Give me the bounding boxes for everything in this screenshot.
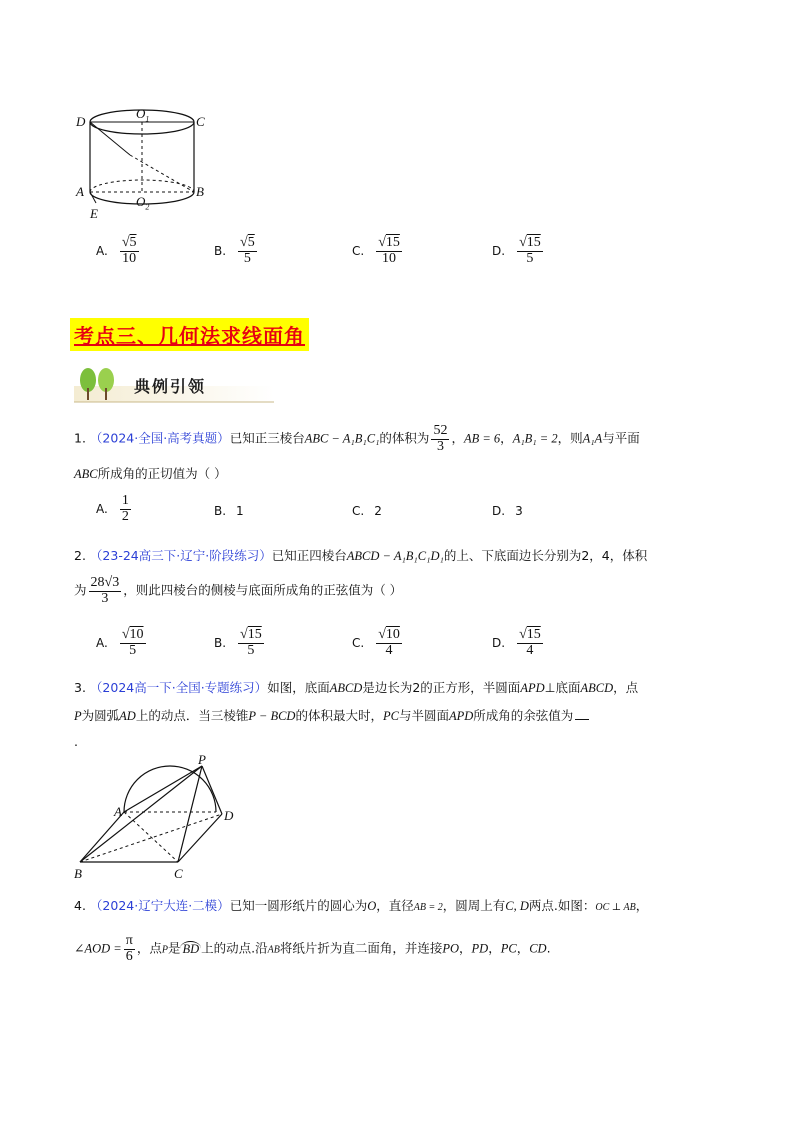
option-letter: C.: [352, 504, 365, 518]
label-O2: [136, 194, 149, 212]
q2-text: 为: [74, 582, 87, 598]
numerator: 5: [247, 235, 255, 250]
q3-label-A: A: [114, 804, 122, 819]
q4-math: PC: [500, 941, 517, 956]
q3-math: AD: [119, 709, 136, 723]
q1-text: 与平面: [602, 430, 640, 446]
q1-option-a[interactable]: [96, 494, 133, 524]
q4-source[interactable]: （2024·辽宁大连·二模）: [89, 898, 230, 913]
q2-option-c[interactable]: [352, 628, 404, 658]
q4-text: ，: [516, 940, 530, 956]
label-O1-sub: 1: [145, 114, 150, 124]
label-A: A: [76, 184, 84, 199]
q3-number: 3.: [74, 680, 86, 695]
q1-math: ABC − A₁B₁C₁: [304, 431, 380, 446]
q1-line2: [74, 464, 227, 484]
numerator: 10: [385, 627, 400, 642]
q3-answer-blank[interactable]: [575, 719, 589, 720]
section-title: [70, 318, 309, 351]
q1-volume-fraction: [431, 424, 449, 454]
q2-text: 已知正四棱台: [271, 548, 347, 563]
q3-math: PC: [382, 709, 399, 723]
denominator: 5: [129, 642, 137, 658]
q3-line1: [74, 678, 638, 698]
q3-text: 所成角的余弦值为: [473, 708, 574, 723]
option-letter: B.: [214, 504, 227, 518]
denominator: 10: [382, 250, 397, 266]
q3-label-C: C: [174, 866, 183, 881]
q4-number: 4.: [74, 898, 86, 913]
q3-label-B: B: [74, 866, 82, 881]
label-E: E: [90, 206, 98, 221]
q4-math: AB = 2: [413, 902, 443, 913]
q4-math: AB: [267, 944, 280, 956]
q2-math: ABCD − A₁B₁C₁D₁: [346, 549, 444, 563]
q2-text: 的上、下底面边长分别为2，4，体积: [443, 548, 648, 563]
q4-text: 将纸片折为直二面角，并连接: [279, 940, 443, 956]
option-letter: D.: [492, 244, 506, 259]
option-letter: B.: [214, 244, 227, 259]
fraction: [120, 494, 131, 524]
numerator: 5: [129, 235, 137, 250]
q3-label-P: P: [198, 752, 206, 767]
q4-line1: [74, 896, 648, 918]
banner-title: 典例引领: [134, 377, 207, 396]
q1-option-c[interactable]: [352, 504, 382, 518]
q4-line2: [74, 934, 551, 964]
numerator: 15: [247, 627, 262, 642]
q4-text: ，点: [136, 940, 162, 956]
q3-math: ABCD: [329, 681, 363, 695]
label-D: D: [76, 114, 86, 129]
label-O2-sub: 2: [145, 202, 150, 212]
denominator: 3: [436, 438, 444, 454]
q3-text: 上的动点．当三棱锥: [135, 708, 249, 723]
option-letter: C.: [352, 244, 365, 259]
numerator: 52: [433, 423, 448, 438]
q3-label-D: D: [224, 808, 234, 823]
option-value: 1: [236, 504, 244, 518]
q3-text: 为圆弧: [81, 708, 120, 723]
q2-line1: [74, 546, 647, 566]
option-value: 2: [374, 504, 382, 518]
q3-math: P: [74, 709, 82, 723]
q1-option-b[interactable]: [214, 504, 244, 518]
q1-text: ，: [451, 430, 464, 446]
q3-math: P − BCD: [248, 709, 296, 723]
q3-text: 与半圆面: [398, 708, 449, 723]
q3-line3: [74, 732, 78, 752]
denominator: 5: [243, 250, 251, 266]
numerator: 10: [129, 627, 144, 642]
section-title-text: 考点三、几何法求线面角: [74, 324, 305, 348]
numerator: 15: [385, 235, 400, 250]
numerator: π: [125, 933, 133, 948]
q4-math: C, D: [505, 899, 529, 913]
denominator: 4: [526, 642, 534, 658]
denominator: 2: [121, 508, 129, 524]
q1-option-d[interactable]: [492, 504, 523, 518]
fraction: [120, 236, 139, 266]
q1-source[interactable]: （2024·全国·高考真题）: [89, 430, 230, 446]
label-O1-main: O: [136, 106, 146, 121]
denominator: 5: [247, 642, 255, 658]
q2-volume-fraction: [89, 576, 122, 606]
fraction: [517, 628, 543, 658]
denominator: 4: [385, 642, 393, 658]
label-B: B: [196, 184, 204, 199]
q1-line1: [74, 424, 640, 454]
fraction: [238, 628, 264, 658]
q1-number: 1.: [74, 430, 86, 446]
q4-math: OC ⊥ AB: [595, 902, 636, 913]
q4-text: 是: [167, 940, 181, 956]
option-value: 3: [515, 504, 523, 518]
q2-option-b[interactable]: [214, 628, 266, 658]
q4-math: O: [367, 899, 377, 913]
q1-text: 已知正三棱台: [229, 430, 305, 446]
q4-math: CD: [529, 941, 547, 956]
q3-text: .: [74, 734, 78, 749]
fraction: [517, 236, 543, 266]
q3-math: APD: [520, 681, 545, 695]
numerator: 15: [526, 627, 541, 642]
q4-arc-BD: BD: [182, 941, 200, 956]
option-letter: A.: [96, 636, 108, 651]
option-letter: D.: [492, 504, 506, 518]
option-letter: B.: [214, 636, 227, 651]
fraction: [238, 236, 257, 266]
q4-text: 已知一圆形纸片的圆心为: [229, 898, 368, 913]
q1-math: ABC: [74, 467, 98, 481]
numerator: 28√3: [90, 575, 120, 590]
label-O1: [136, 106, 149, 124]
q1-text: 的体积为: [379, 430, 430, 446]
q2-option-a[interactable]: [96, 628, 148, 658]
q2-source[interactable]: （23-24高三下·辽宁·阶段练习）: [89, 548, 272, 563]
fraction: [376, 236, 402, 266]
q3-text: ，点: [613, 680, 639, 695]
q4-text: ，圆周上有: [442, 898, 506, 913]
q4-math: PD: [471, 941, 489, 956]
q1-math: A₁A: [582, 431, 603, 446]
top-option-b[interactable]: [214, 236, 259, 266]
top-option-a[interactable]: [96, 236, 141, 266]
denominator: 6: [125, 948, 133, 964]
q3-figure: [70, 756, 250, 886]
q3-math: APD: [448, 709, 474, 723]
q4-text: 两点.如图：: [528, 898, 596, 913]
q3-text: 是边长为2的正方形，半圆面: [362, 680, 521, 695]
q1-text: ，: [500, 430, 513, 446]
fraction: [376, 628, 402, 658]
option-letter: C.: [352, 636, 365, 651]
q4-math: PO: [442, 941, 460, 956]
q4-math: P: [161, 944, 168, 956]
q2-text: ，则此四棱台的侧棱与底面所成角的正弦值为（ ）: [123, 582, 403, 598]
q2-line2: [74, 576, 402, 606]
q2-option-d[interactable]: [492, 628, 545, 658]
q3-line2: [74, 706, 589, 726]
q1-text: 所成角的正切值为（ ）: [97, 466, 227, 481]
q3-source[interactable]: （2024高一下·全国·专题练习）: [89, 680, 268, 695]
q4-text: ，直径: [376, 898, 414, 913]
q1-math: AB = 6: [463, 431, 501, 446]
q4-text: ，: [635, 898, 649, 913]
top-option-c[interactable]: [352, 236, 404, 266]
label-C: C: [196, 114, 205, 129]
denominator: 10: [122, 250, 137, 266]
q4-text: ，: [459, 940, 472, 956]
top-option-d[interactable]: [492, 236, 545, 266]
q3-text: 如图，底面: [267, 680, 330, 695]
option-letter: D.: [492, 636, 506, 651]
option-letter: A.: [96, 244, 108, 259]
q3-text: 的体积最大时，: [295, 708, 383, 723]
q1-math: A₁B₁ = 2: [512, 431, 558, 446]
q4-angle-fraction: [124, 934, 135, 964]
label-O2-main: O: [136, 194, 146, 209]
q2-number: 2.: [74, 548, 86, 563]
q1-text: ，则: [557, 430, 583, 446]
q4-text: ，: [488, 940, 501, 956]
q3-text: ⊥底面: [544, 680, 581, 695]
option-letter: A.: [96, 502, 108, 517]
q4-math: ∠AOD =: [74, 941, 122, 956]
numerator: 1: [121, 493, 129, 508]
denominator: 3: [101, 590, 109, 606]
numerator: 15: [526, 235, 541, 250]
q4-text: 上的动点.沿: [201, 940, 268, 956]
denominator: 5: [526, 250, 534, 266]
q3-math: ABCD: [580, 681, 614, 695]
fraction: [120, 628, 146, 658]
q4-text: .: [546, 940, 551, 956]
